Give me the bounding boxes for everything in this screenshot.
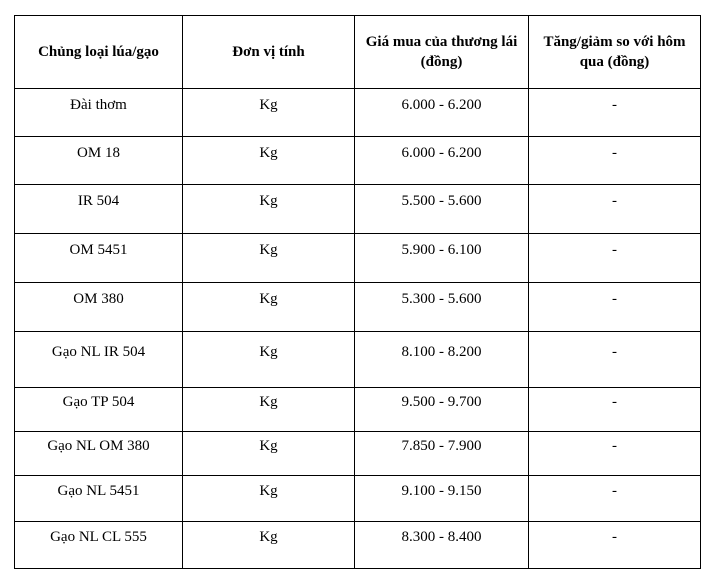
cell-unit: Kg <box>183 283 355 332</box>
cell-change: - <box>529 137 701 185</box>
cell-rice-type: Gạo TP 504 <box>15 388 183 432</box>
cell-unit: Kg <box>183 476 355 522</box>
table-row <box>15 137 701 185</box>
cell-unit: Kg <box>183 89 355 137</box>
cell-rice-type: OM 5451 <box>15 234 183 283</box>
cell-change: - <box>529 234 701 283</box>
cell-unit: Kg <box>183 432 355 476</box>
header-trader-price: Giá mua của thương lái (đồng) <box>355 16 529 89</box>
table-row <box>15 388 701 432</box>
cell-price: 9.500 - 9.700 <box>355 388 529 432</box>
cell-unit: Kg <box>183 234 355 283</box>
cell-unit: Kg <box>183 388 355 432</box>
table-row <box>15 332 701 388</box>
cell-change: - <box>529 522 701 569</box>
cell-change: - <box>529 432 701 476</box>
cell-change: - <box>529 388 701 432</box>
cell-rice-type: Gạo NL OM 380 <box>15 432 183 476</box>
cell-rice-type: Gạo NL IR 504 <box>15 332 183 388</box>
cell-change: - <box>529 283 701 332</box>
table-header-row <box>15 16 701 89</box>
cell-price: 8.300 - 8.400 <box>355 522 529 569</box>
header-rice-type: Chủng loại lúa/gạo <box>15 16 183 89</box>
cell-rice-type: IR 504 <box>15 185 183 234</box>
table-row <box>15 522 701 569</box>
table-row <box>15 476 701 522</box>
header-daily-change: Tăng/giảm so với hôm qua (đồng) <box>529 16 701 89</box>
cell-rice-type: Gạo NL CL 555 <box>15 522 183 569</box>
cell-price: 9.100 - 9.150 <box>355 476 529 522</box>
cell-price: 7.850 - 7.900 <box>355 432 529 476</box>
cell-change: - <box>529 476 701 522</box>
table-body <box>15 89 701 569</box>
cell-rice-type: OM 18 <box>15 137 183 185</box>
cell-rice-type: Đài thơm <box>15 89 183 137</box>
cell-price: 5.500 - 5.600 <box>355 185 529 234</box>
cell-price: 8.100 - 8.200 <box>355 332 529 388</box>
cell-change: - <box>529 185 701 234</box>
cell-unit: Kg <box>183 185 355 234</box>
cell-unit: Kg <box>183 332 355 388</box>
cell-change: - <box>529 89 701 137</box>
table-row <box>15 432 701 476</box>
table-row <box>15 234 701 283</box>
cell-price: 6.000 - 6.200 <box>355 89 529 137</box>
cell-rice-type: Gạo NL 5451 <box>15 476 183 522</box>
header-unit: Đơn vị tính <box>183 16 355 89</box>
table-row <box>15 283 701 332</box>
cell-change: - <box>529 332 701 388</box>
rice-price-table <box>14 15 701 569</box>
cell-price: 5.300 - 5.600 <box>355 283 529 332</box>
cell-unit: Kg <box>183 522 355 569</box>
cell-price: 6.000 - 6.200 <box>355 137 529 185</box>
cell-rice-type: OM 380 <box>15 283 183 332</box>
cell-unit: Kg <box>183 137 355 185</box>
table-row <box>15 89 701 137</box>
table-row <box>15 185 701 234</box>
cell-price: 5.900 - 6.100 <box>355 234 529 283</box>
